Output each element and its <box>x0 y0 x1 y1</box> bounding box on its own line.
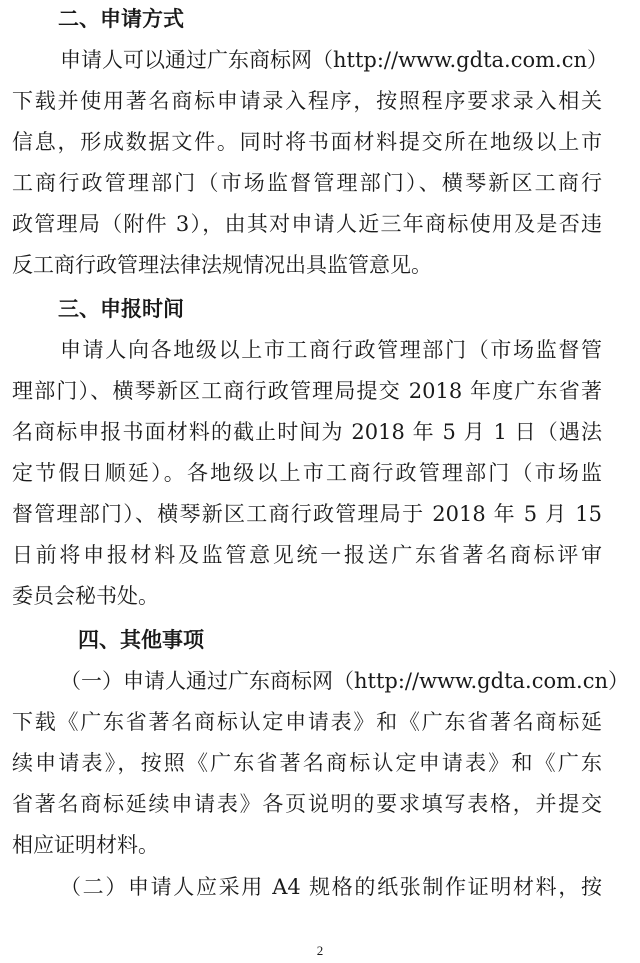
paragraph-line: 下载并使用著名商标申请录入程序，按照程序要求录入相关 <box>12 89 602 113</box>
section-heading-other-matters: 四、其他事项 <box>78 628 204 652</box>
paragraph-line: 工商行政管理部门（市场监督管理部门）、横琴新区工商行 <box>12 171 602 195</box>
section-heading-application-method: 二、申请方式 <box>58 7 184 31</box>
paragraph-line: 申请人可以通过广东商标网（http://www.gdta.com.cn） <box>60 48 608 72</box>
paragraph-line: 督管理部门）、横琴新区工商行政管理局于 2018 年 5 月 15 <box>12 502 602 526</box>
page-number: 2 <box>316 943 324 958</box>
paragraph-line: （二）申请人应采用 A4 规格的纸张制作证明材料，按 <box>60 875 602 899</box>
paragraph-line: 政管理局（附件 3），由其对申请人近三年商标使用及是否违 <box>12 212 602 236</box>
paragraph-line: 委员会秘书处。 <box>12 584 159 608</box>
paragraph-line: 名商标申报书面材料的截止时间为 2018 年 5 月 1 日（遇法 <box>12 420 602 444</box>
section-heading-filing-time: 三、申报时间 <box>58 297 184 321</box>
paragraph-line: 理部门）、横琴新区工商行政管理局提交 2018 年度广东省著 <box>12 379 602 403</box>
paragraph-line: 申请人向各地级以上市工商行政管理部门（市场监督管 <box>60 338 602 362</box>
paragraph-line: 省著名商标延续申请表》各页说明的要求填写表格，并提交 <box>12 792 602 816</box>
paragraph-line: 续申请表》，按照《广东省著名商标认定申请表》和《广东 <box>12 751 602 775</box>
paragraph-line: 信息，形成数据文件。同时将书面材料提交所在地级以上市 <box>12 130 602 154</box>
paragraph-line: 反工商行政管理法律法规情况出具监管意见。 <box>12 253 432 277</box>
paragraph-line: （一）申请人通过广东商标网（http://www.gdta.com.cn） <box>60 669 629 693</box>
paragraph-line: 相应证明材料。 <box>12 833 159 857</box>
paragraph-line: 定节假日顺延）。各地级以上市工商行政管理部门（市场监 <box>12 461 602 485</box>
paragraph-line: 下载《广东省著名商标认定申请表》和《广东省著名商标延 <box>12 710 602 734</box>
paragraph-line: 日前将申报材料及监管意见统一报送广东省著名商标评审 <box>12 543 602 567</box>
